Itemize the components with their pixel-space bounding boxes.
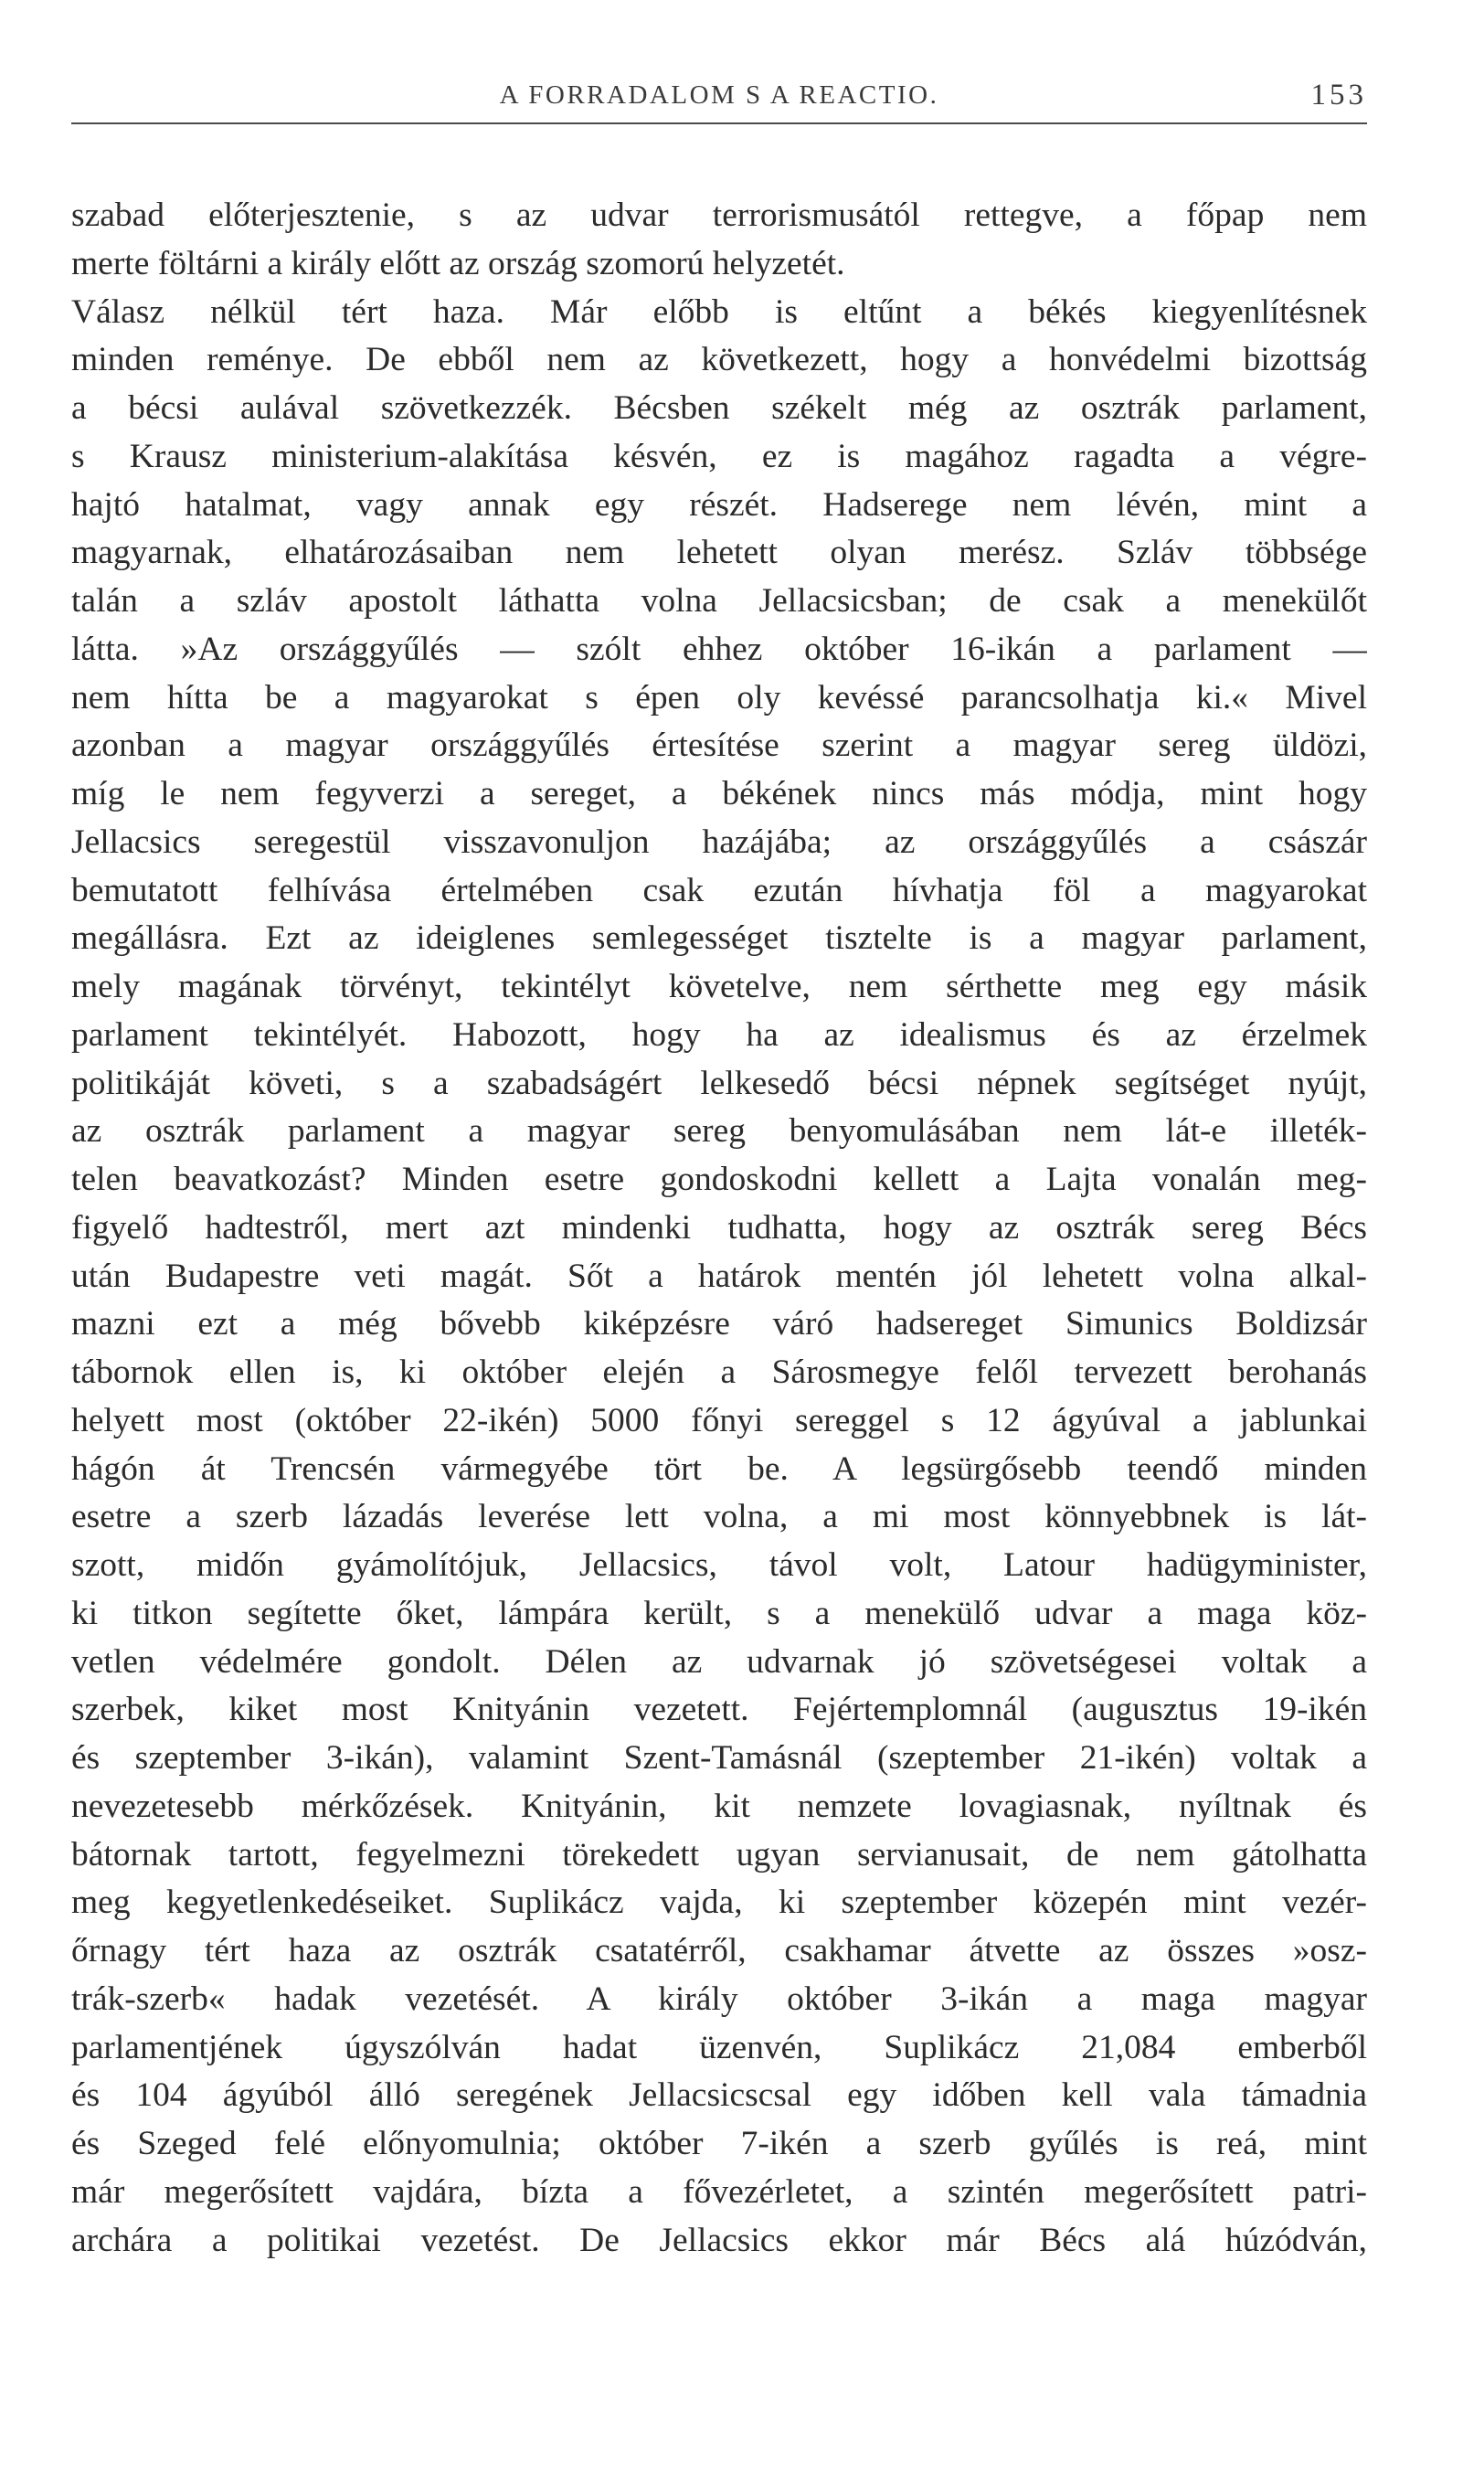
text-line: a bécsi aulával szövetkezzék. Bécsben székelt még az osztrák parlament, bbox=[71, 389, 1367, 427]
text-line: helyett most (október 22-ikén) 5000 főnyi sereggel s 12 ágyúval a jablunkai bbox=[71, 1401, 1367, 1439]
text-line: trák-szerb« hadak vezetését. A király október 3-ikán a maga magyar bbox=[71, 1980, 1367, 2018]
text-line: bemutatott felhívása értelmében csak ezután hívhatja föl a magyarokat bbox=[71, 871, 1367, 909]
running-title: A FORRADALOM S A REACTIO. bbox=[499, 80, 939, 110]
text-line: politikáját követi, s a szabadságért lelkesedő bécsi népnek segítséget nyújt, bbox=[71, 1064, 1367, 1102]
text-line: mazni ezt a még bővebb kiképzésre váró hadsereget Simunics Boldizsár bbox=[71, 1305, 1367, 1343]
text-line: bátornak tartott, fegyelmezni törekedett ugyan servianusait, de nem gátolhatta bbox=[71, 1835, 1367, 1874]
text-line: parlamentjének úgyszólván hadat üzenvén, Suplikácz 21,084 emberből bbox=[71, 2028, 1367, 2066]
header-rule bbox=[71, 122, 1367, 124]
text-line: szerbek, kiket most Knityánin vezetett. Fejértemplomnál (augusztus 19-ikén bbox=[71, 1691, 1367, 1729]
text-line: hajtó hatalmat, vagy annak egy részét. Hadserege nem lévén, mint a bbox=[71, 485, 1367, 524]
text-line: telen beavatkozást? Minden esetre gondoskodni kellett a Lajta vonalán meg- bbox=[71, 1161, 1367, 1198]
text-line: magyarnak, elhatározásaiban nem lehetett olyan merész. Szláv többsége bbox=[71, 534, 1367, 572]
text-line: nevezetesebb mérkőzések. Knityánin, kit nemzete lovagiasnak, nyíltnak és bbox=[71, 1787, 1367, 1825]
text-line: őrnagy tért haza az osztrák csatatérről, csakhamar átvette az összes »osz- bbox=[71, 1932, 1367, 1969]
text-line: megállásra. Ezt az ideiglenes semlegességet tisztelte is a magyar parlament, bbox=[71, 919, 1367, 958]
text-line: figyelő hadtestről, mert azt mindenki tudhatta, hogy az osztrák sereg Bécs bbox=[71, 1208, 1367, 1247]
text-line: míg le nem fegyverzi a sereget, a békének nincs más módja, mint hogy bbox=[71, 775, 1367, 812]
text-line: mely magának törvényt, tekintélyt követelve, nem sérthette meg egy másik bbox=[71, 968, 1367, 1005]
running-header bbox=[71, 80, 1367, 126]
text-line: az osztrák parlament a magyar sereg benyomulásában nem lát-e illeték- bbox=[71, 1112, 1367, 1151]
text-line bbox=[71, 2265, 1367, 2313]
text-line: szabad előterjesztenie, s az udvar terrorismusától rettegve, a főpap nem bbox=[71, 196, 1367, 234]
text-line: minden reménye. De ebből nem az következett, hogy a honvédelmi bizottság bbox=[71, 341, 1367, 379]
text-line: után Budapestre veti magát. Sőt a határok mentén jól lehetett volna alkal- bbox=[71, 1257, 1367, 1295]
body-text bbox=[71, 192, 1367, 2313]
text-line: és 104 ágyúból álló seregének Jellacsicscsal egy időben kell vala támadnia bbox=[71, 2076, 1367, 2115]
text-line: parlament tekintélyét. Habozott, hogy ha az idealismus és az érzelmek bbox=[71, 1015, 1367, 1054]
text-line: s Krausz ministerium-alakítása késvén, ez is magához ragadta a végre- bbox=[71, 437, 1367, 475]
text-line: már megerősített vajdára, bízta a fővezérletet, a szintén megerősített patri- bbox=[71, 2172, 1367, 2211]
text-line: látta. »Az országgyűlés — szólt ehhez október 16-ikán a parlament — bbox=[71, 630, 1367, 668]
text-line: vetlen védelmére gondolt. Délen az udvarnak jó szövetségesei voltak a bbox=[71, 1642, 1367, 1681]
text-line: és Szeged felé előnyomulnia; október 7-ikén a szerb gyűlés is reá, mint bbox=[71, 2125, 1367, 2162]
text-line: nem hítta be a magyarokat s épen oly kevéssé parancsolhatja ki.« Mivel bbox=[71, 678, 1367, 717]
text-line: esetre a szerb lázadás leverése lett volna, a mi most könnyebbnek is lát- bbox=[71, 1498, 1367, 1536]
text-line: és szeptember 3-ikán), valamint Szent-Tamásnál (szeptember 21-ikén) voltak a bbox=[71, 1739, 1367, 1777]
page-number: 153 bbox=[1310, 79, 1367, 111]
text-line: talán a szláv apostolt láthatta volna Jellacsicsban; de csak a menekülőt bbox=[71, 582, 1367, 620]
text-line: szott, midőn gyámolítójuk, Jellacsics, távol volt, Latour hadügyminister, bbox=[71, 1546, 1367, 1584]
text-line: ki titkon segítette őket, lámpára került, s a menekülő udvar a maga köz- bbox=[71, 1594, 1367, 1632]
text-line: archára a politikai vezetést. De Jellacsics ekkor már Bécs alá húzódván, bbox=[71, 2221, 1367, 2259]
text-line: tábornok ellen is, ki október elején a Sárosmegye felől tervezett berohanás bbox=[71, 1353, 1367, 1391]
text-line: azonban a magyar országgyűlés értesítése szerint a magyar sereg üldözi, bbox=[71, 727, 1367, 765]
text-line: Válasz nélkül tért haza. Már előbb is eltűnt a békés kiegyenlítésnek bbox=[71, 292, 1367, 331]
text-line: hágón át Trencsén vármegyébe tört be. A legsürgősebb teendő minden bbox=[71, 1449, 1367, 1488]
text-line: meg kegyetlenkedéseiket. Suplikácz vajda, ki szeptember közepén mint vezér- bbox=[71, 1884, 1367, 1922]
text-line: merte föltárni a király előtt az ország szomorú helyzetét. bbox=[71, 244, 845, 282]
text-line: Jellacsics seregestül visszavonuljon hazájába; az országgyűlés a császár bbox=[71, 823, 1367, 861]
